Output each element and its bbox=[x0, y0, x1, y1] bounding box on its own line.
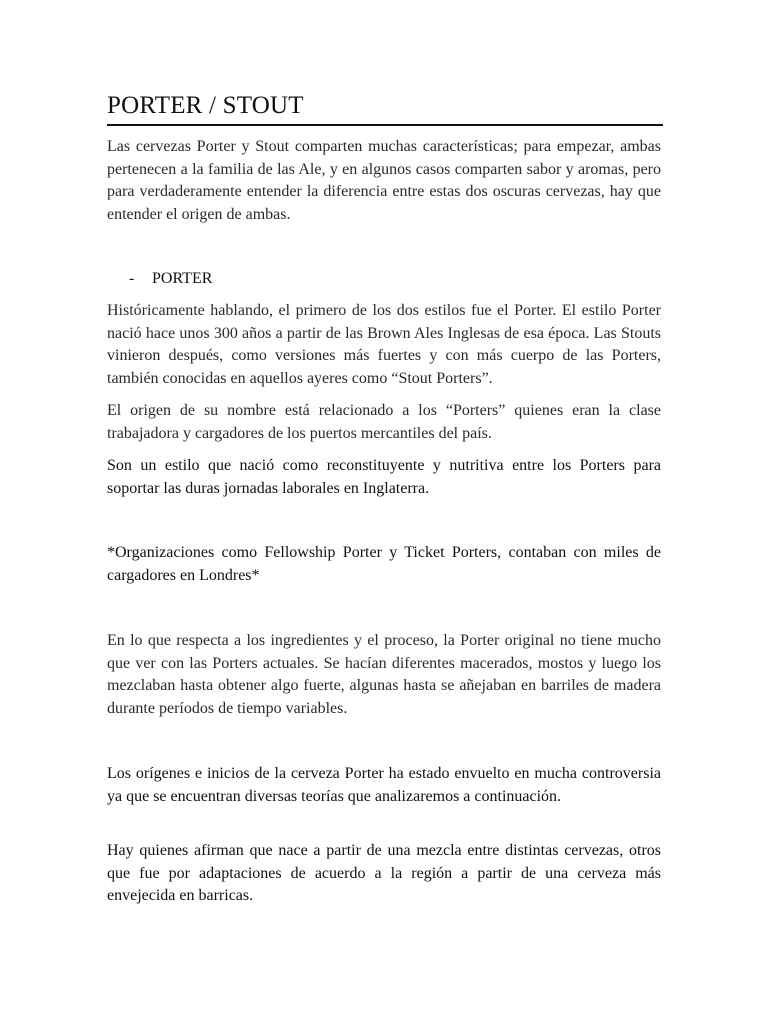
paragraph-ingredients: En lo que respecta a los ingredientes y el proceso, la Porter original no tiene mucho que ver con las Porters actuales. Se hacían diferentes macerados, mostos y luego los mezclaban hasta obtener algo fuerte, algunas hasta se añejaban en barriles de madera durante períodos de tiempo variables. bbox=[107, 632, 661, 717]
paragraph-nutritive: Son un estilo que nació como reconstituyente y nutritiva entre los Porters para soportar las duras jornadas laborales en Inglaterra. bbox=[107, 457, 661, 497]
document-title: PORTER / STOUT bbox=[107, 92, 304, 119]
intro-paragraph: Las cervezas Porter y Stout comparten muchas características; para empezar, ambas pertenecen a la familia de las Ale, y en algunos casos comparten sabor y aromas, pero para verdaderamente entender la diferencia entre estas dos oscuras cervezas, hay que entender el origen de ambas. bbox=[107, 138, 661, 223]
paragraph-organizations-note: *Organizaciones como Fellowship Porter y Ticket Porters, contaban con miles de cargadores en Londres* bbox=[107, 544, 661, 584]
bullet-dash: - bbox=[129, 270, 135, 287]
paragraph-history: Históricamente hablando, el primero de los dos estilos fue el Porter. El estilo Porter nació hace unos 300 años a partir de las Brown Ales Inglesas de esa época. Las Stouts vinieron después, como versiones más fuertes y con más cuerpo de las Porters, también conocidas en aquellos ayeres como “Stout Porters”. bbox=[107, 302, 661, 387]
section-heading-text: PORTER bbox=[152, 270, 213, 287]
title-underline bbox=[107, 124, 663, 126]
paragraph-theories: Hay quienes afirman que nace a partir de una mezcla entre distintas cervezas, otros que fue por adaptaciones de acuerdo a la región a partir de una cerveza más envejecida en barricas. bbox=[107, 842, 661, 905]
paragraph-controversy: Los orígenes e inicios de la cerveza Porter ha estado envuelto en mucha controversia ya que se encuentran diversas teorías que analizaremos a continuación. bbox=[107, 765, 661, 805]
section-heading-porter bbox=[129, 268, 212, 290]
paragraph-name-origin: El origen de su nombre está relacionado a los “Porters” quienes eran la clase trabajadora y cargadores de los puertos mercantiles del país. bbox=[107, 402, 661, 442]
